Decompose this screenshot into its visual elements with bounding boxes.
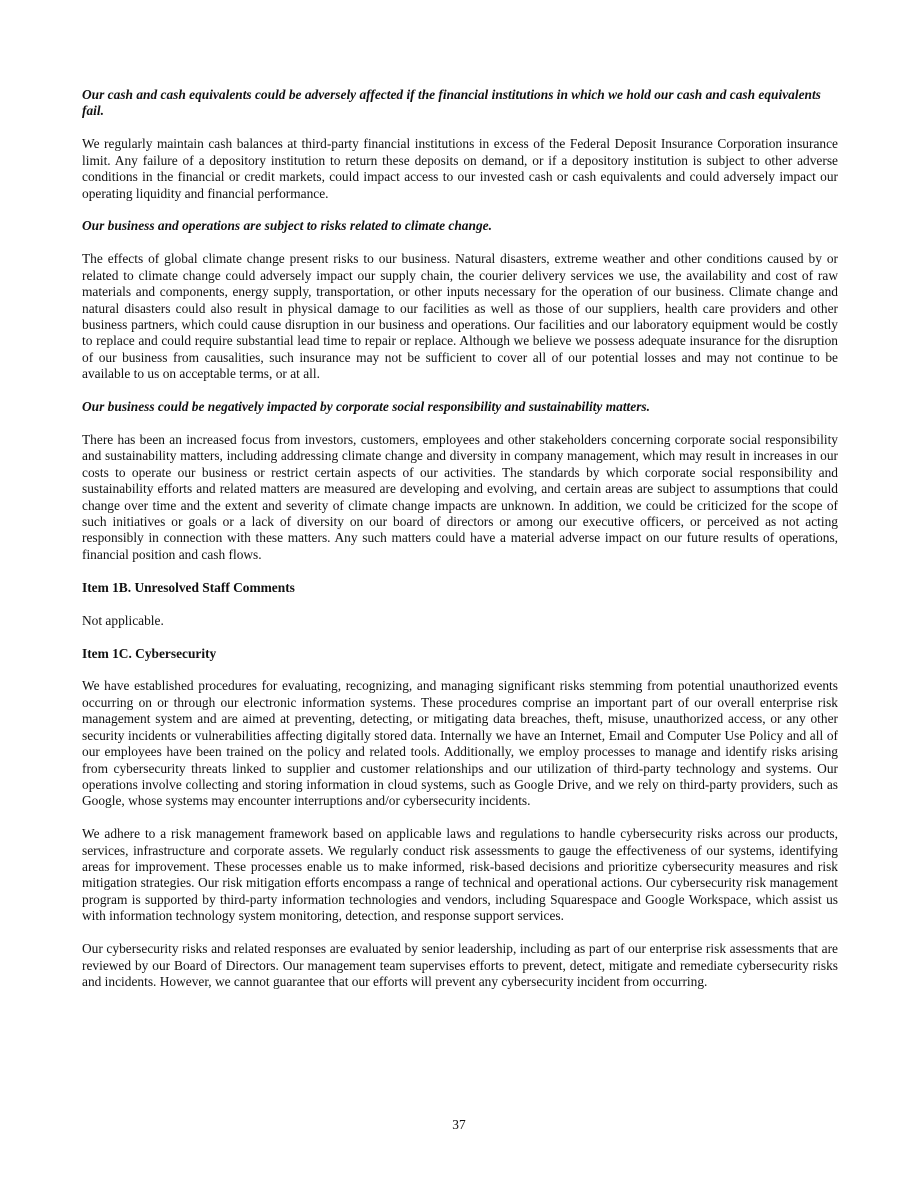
paragraph-climate: The effects of global climate change present risks to our business. Natural disasters, extreme weather and other conditions caused by or related to climate change could adversely impact our supply chain, the courier delivery services we use, the availability and cost of raw materials and components, energy supply, transportation, or other inputs necessary for the operation of our business. Climate change and natural disasters could also result in physical damage to our facilities as well as those of our suppliers, health care providers and other business partners, which could cause disruption in our business and operations. Our facilities and our laboratory equipment would be costly to replace and could require substantial lead time to repair or replace. Although we believe we possess adequate insurance for the disruption of our business from causalities, such insurance may not be sufficient to cover all of our potential losses and may not continue to be available to us on acceptable terms, or at all. (82, 251, 838, 382)
paragraph-csr: There has been an increased focus from investors, customers, employees and other stakeholders concerning corporate social responsibility and sustainability matters, including addressing climate change and diversity in company management, which may result in increases in our costs to operate our business or restrict certain aspects of our activities. The standards by which corporate social responsibility and sustainability efforts and related matters are measured are developing and evolving, and certain areas are subject to assumptions that could change over time and the extent and severity of climate change impacts are unknown. In addition, we could be criticized for the scope of such initiatives or goals or a lack of diversity on our board of directors or among our executive officers, or perceived as not acting responsibly in connection with these matters. Any such matters could have a material adverse impact on our future results of operations, financial position and cash flows. (82, 432, 838, 562)
item-1c-paragraph-1: We have established procedures for evaluating, recognizing, and managing significant risks stemming from potential unauthorized events occurring on or through our electronic information systems. These procedures comprise an important part of our overall enterprise risk management system and are aimed at preventing, detecting, or mitigating data breaches, theft, misuse, unauthorized access, or any other security incidents or vulnerabilities affecting digitally stored data. Internally we have an Internet, Email and Computer Use Policy and all of our employees have been trained on the policy and related tools. Additionally, we employ processes to manage and identify risks arising from cybersecurity threats linked to supplier and customer relationships and our utilization of third-party technology and systems. Our operations involve collecting and storing information in cloud systems, such as Google Drive, and we rely on third-party providers, such as Google, whose systems may encounter interruptions and/or cybersecurity incidents. (82, 678, 838, 809)
item-1c-paragraph-3: Our cybersecurity risks and related responses are evaluated by senior leadership, including as part of our enterprise risk assessments that are reviewed by our Board of Directors. Our management team supervises efforts to prevent, detect, mitigate and remediate cybersecurity risks and incidents. However, we cannot guarantee that our efforts will prevent any cybersecurity incident from occurring. (82, 941, 838, 989)
section-heading-csr: Our business could be negatively impacted by corporate social responsibility and sustainability matters. (82, 399, 650, 415)
page-number: 37 (452, 1117, 466, 1132)
section-heading-cash: Our cash and cash equivalents could be adversely affected if the financial institutions in which we hold our cash and cash equivalents fail. (82, 87, 821, 119)
item-1b-text: Not applicable. (82, 612, 164, 628)
section-heading-climate: Our business and operations are subject to risks related to climate change. (82, 218, 492, 234)
item-1c-heading: Item 1C. Cybersecurity (82, 645, 217, 661)
document-page (82, 87, 838, 1007)
item-1b-heading: Item 1B. Unresolved Staff Comments (82, 579, 295, 595)
paragraph-cash: We regularly maintain cash balances at third-party financial institutions in excess of the Federal Deposit Insurance Corporation insurance limit. Any failure of a depository institution to return these deposits on demand, or if a depository institution is subject to other adverse conditions in the financial or credit markets, could impact access to our invested cash or cash equivalents and could adversely impact our operating liquidity and financial performance. (82, 136, 838, 201)
item-1c-paragraph-2: We adhere to a risk management framework based on applicable laws and regulations to handle cybersecurity risks across our products, services, infrastructure and corporate assets. We regularly conduct risk assessments to gauge the effectiveness of our systems, identifying areas for improvement. These processes enable us to make informed, risk-based decisions and prioritize cybersecurity measures and risk mitigation strategies. Our risk mitigation efforts encompass a range of technical and operational actions. Our cybersecurity risk management program is supported by third-party information technologies and vendors, including Squarespace and Google Workspace, which assist us with information technology system monitoring, detection, and response support services. (82, 826, 838, 924)
